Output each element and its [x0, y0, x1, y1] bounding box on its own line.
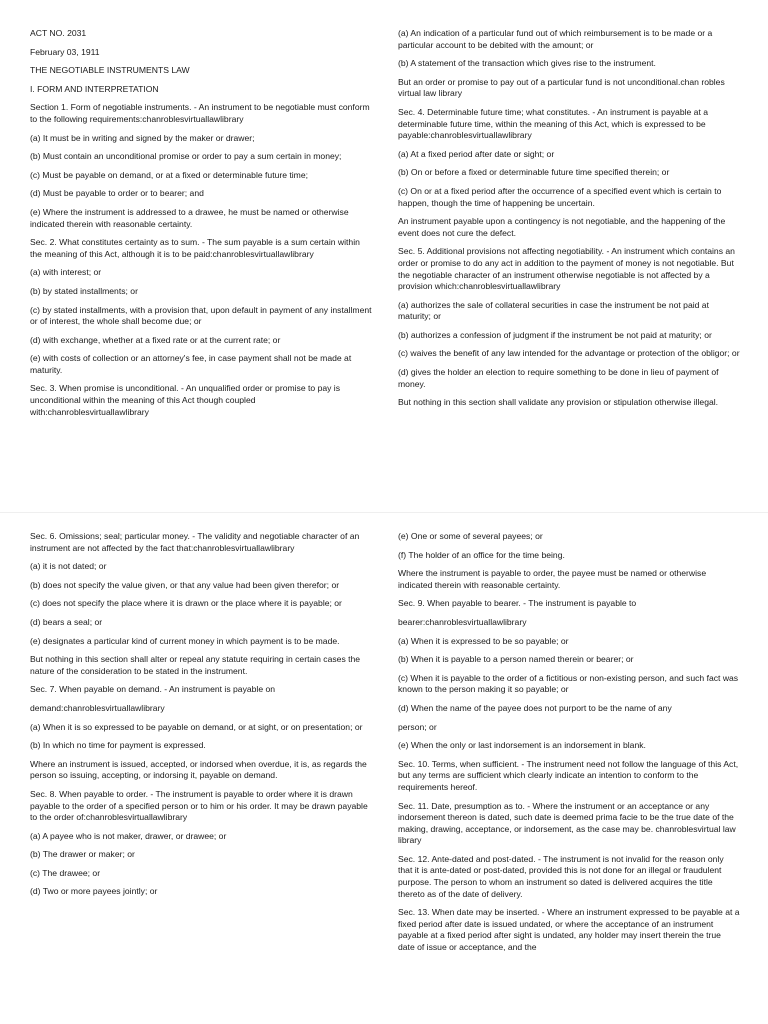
paragraph: (d) bears a seal; or: [30, 616, 103, 627]
paragraph: But an order or promise to pay out of a particular fund is not unconditional.chan robles virtual law library: [398, 76, 725, 99]
page-divider: [0, 512, 768, 513]
paragraph: (a) When it is so expressed to be payable on demand, or at sight, or on presentation; or: [30, 721, 363, 732]
paragraph: (f) The holder of an office for the time being.: [398, 549, 565, 560]
paragraph: (b) does not specify the value given, or that any value had been given therefor; or: [30, 579, 340, 590]
paragraph: (b) When it is payable to a person named therein or bearer; or: [398, 654, 634, 665]
paragraph: Section 1. Form of negotiable instruments. - An instrument to be negotiable must conform to the following requirements:chanroblesvirtuallawlibrary: [30, 102, 370, 124]
paragraph: Sec. 8. When payable to order. - The instrument is payable to order where it is drawn payable to the order of a specified person or to him or his order. It may be drawn payable to the order of:chanroblesvirtuallawlibrary: [30, 788, 368, 823]
paragraph: (b) On or before a fixed or determinable future time specified therein; or: [398, 167, 670, 178]
page2-right-column: [398, 531, 740, 961]
paragraph: February 03, 1911: [30, 46, 100, 57]
paragraph: (c) The drawee; or: [30, 867, 101, 878]
paragraph: But nothing in this section shall alter or repeal any statute requiring in certain cases the nature of the consideration to be stated in the instrument.: [30, 654, 361, 676]
paragraph: (c) Must be payable on demand, or at a fixed or determinable future time;: [30, 169, 309, 180]
paragraph: (e) with costs of collection or an attorney's fee, in case payment shall not be made at maturity.: [30, 353, 352, 375]
paragraph: Sec. 11. Date, presumption as to. - Where the instrument or an acceptance or any indorsement thereon is dated, such date is deemed prima facie to be the true date of the making, drawing, acceptance, or indorsement, as the case may be. chanroblesvirtual law library: [398, 800, 736, 846]
paragraph: (c) waives the benefit of any law intended for the advantage or protection of the obligor; or: [398, 348, 740, 359]
paragraph: (e) When the only or last indorsement is an indorsement in blank.: [398, 740, 646, 751]
paragraph: Sec. 12. Ante-dated and post-dated. - The instrument is not invalid for the reason only that it is ante-dated or post-dated, provided this is not done for an illegal or fraudulent purpose. The person to whom an instrument so dated is delivered acquires the title thereto as of the date of delivery.: [398, 853, 724, 899]
paragraph: (a) A payee who is not maker, drawer, or drawee; or: [30, 830, 227, 841]
paragraph: demand:chanroblesvirtuallawlibrary: [30, 702, 165, 713]
page2-left-column: [30, 531, 372, 905]
paragraph: Where the instrument is payable to order, the payee must be named or otherwise indicated therein with reasonable certainty.: [398, 568, 707, 590]
paragraph: Sec. 2. What constitutes certainty as to sum. - The sum payable is a sum certain within the meaning of this Act, although it is to be paid:chanroblesvirtuallawlibrary: [30, 237, 360, 259]
paragraph: (b) by stated installments; or: [30, 285, 138, 296]
paragraph: THE NEGOTIABLE INSTRUMENTS LAW: [30, 65, 190, 76]
paragraph: (e) One or some of several payees; or: [398, 531, 543, 541]
page1-right-column: [398, 28, 740, 416]
paragraph: (b) A statement of the transaction which gives rise to the instrument.: [398, 58, 656, 69]
paragraph: (a) At a fixed period after date or sight; or: [398, 148, 555, 159]
paragraph: (c) On or at a fixed period after the occurrence of a specified event which is certain to happen, though the time of happening be uncertain.: [398, 185, 722, 208]
paragraph: (d) gives the holder an election to require something to be done in lieu of payment of money.: [398, 367, 719, 389]
paragraph: But nothing in this section shall validate any provision or stipulation otherwise illegal.: [398, 397, 719, 408]
paragraph: (a) with interest; or: [30, 267, 102, 278]
paragraph: (c) by stated installments, with a provision that, upon default in payment of any installment or of interest, the whole shall become due; or: [30, 304, 372, 327]
paragraph: Sec. 7. When payable on demand. - An instrument is payable on: [30, 684, 276, 695]
paragraph: An instrument payable upon a contingency is not negotiable, and the happening of the event does not cure the defect.: [398, 216, 726, 238]
paragraph: (d) with exchange, whether at a fixed rate or at the current rate; or: [30, 334, 281, 345]
paragraph: (a) It must be in writing and signed by the maker or drawer;: [30, 132, 255, 143]
paragraph: (d) Two or more payees jointly; or: [30, 886, 158, 897]
paragraph: bearer:chanroblesvirtuallawlibrary: [398, 616, 527, 627]
paragraph: Sec. 6. Omissions; seal; particular money. - The validity and negotiable character of an instrument are not affected by the fact that:chanroblesvirtuallawlibrary: [30, 531, 360, 553]
paragraph: (b) authorizes a confession of judgment if the instrument be not paid at maturity; or: [398, 329, 712, 340]
paragraph: (e) designates a particular kind of current money in which payment is to be made.: [30, 635, 340, 646]
paragraph: (d) When the name of the payee does not purport to be the name of any: [398, 702, 672, 713]
paragraph: (a) An indication of a particular fund out of which reimbursement is to be made or a particular account to be debited with the amount; or: [398, 28, 713, 50]
paragraph: (b) Must contain an unconditional promise or order to pay a sum certain in money;: [30, 151, 342, 162]
paragraph: (c) does not specify the place where it is drawn or the place where it is payable; or: [30, 598, 342, 609]
paragraph: Sec. 4. Determinable future time; what constitutes. - An instrument is payable at a determinable future time, within the meaning of this Act, which is expressed to be payable:chanroblesvirtuallawlibrary: [398, 106, 709, 141]
paragraph: person; or: [398, 721, 437, 732]
paragraph: (d) Must be payable to order or to bearer; and: [30, 188, 204, 199]
paragraph: (a) authorizes the sale of collateral securities in case the instrument be not paid at maturity; or: [398, 299, 709, 322]
paragraph: (c) When it is payable to the order of a fictitious or non-existing person, and such fact was known to the person making it so payable; or: [398, 672, 739, 695]
paragraph: Sec. 5. Additional provisions not affecting negotiability. - An instrument which contains an order or promise to do any act in addition to the payment of money is not negotiable. But the negotiable character of an instrument otherwise negotiable is not affected by a provision which:chanroblesvirtuallawlibrary: [398, 246, 735, 292]
paragraph: Sec. 9. When payable to bearer. - The instrument is payable to: [398, 598, 637, 609]
paragraph: (a) When it is expressed to be so payable; or: [398, 635, 569, 646]
paragraph: ACT NO. 2031: [30, 28, 87, 38]
paragraph: I. FORM AND INTERPRETATION: [30, 83, 159, 94]
paragraph: Sec. 10. Terms, when sufficient. - The instrument need not follow the language of this Act, but any terms are sufficient which clearly indicate an intention to conform to the requirements hereof.: [398, 758, 739, 792]
paragraph: Sec. 13. When date may be inserted. - Where an instrument expressed to be payable at a fixed period after date is issued undated, or where the acceptance of an instrument payable at a fixed period after sight is undated, any holder may insert therein the true date of issue or acceptance, and the: [398, 907, 740, 953]
paragraph: (b) In which no time for payment is expressed.: [30, 740, 206, 751]
paragraph: (b) The drawer or maker; or: [30, 849, 135, 860]
paragraph: (e) Where the instrument is addressed to a drawee, he must be named or otherwise indicated therein with reasonable certainty.: [30, 206, 349, 229]
paragraph: (a) it is not dated; or: [30, 561, 107, 572]
page1-left-column: [30, 28, 372, 425]
paragraph: Sec. 3. When promise is unconditional. - An unqualified order or promise to pay is unconditional within the meaning of this Act though coupled with:chanroblesvirtuallawlibrary: [30, 383, 341, 417]
paragraph: Where an instrument is issued, accepted, or indorsed when overdue, it is, as regards the person so issuing, accepting, or indorsing it, payable on demand.: [30, 758, 367, 781]
